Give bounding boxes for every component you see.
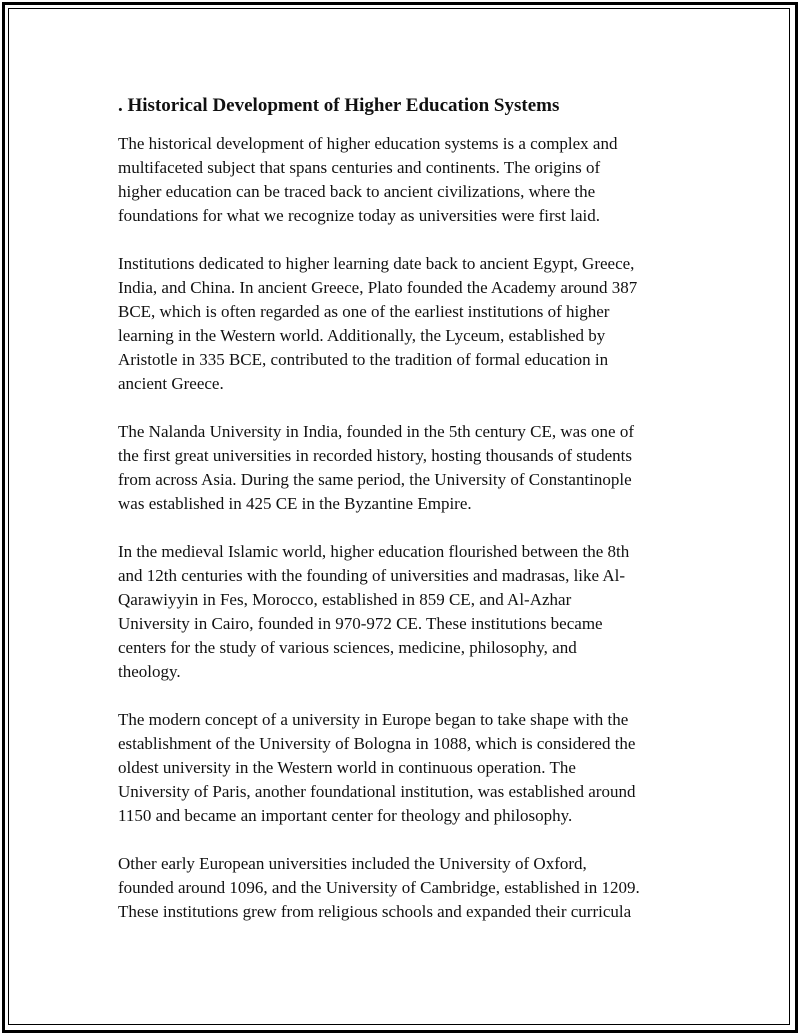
text-line: higher education can be traced back to ancient civilizations, where the [118, 182, 596, 201]
text-line: multifaceted subject that spans centuries and continents. The origins of [118, 158, 601, 177]
text-line: The Nalanda University in India, founded in the 5th century CE, was one of [118, 422, 635, 441]
text-line: The modern concept of a university in Europe began to take shape with the [118, 710, 629, 729]
text-line: oldest university in the Western world in continuous operation. The [118, 758, 576, 777]
section-heading: . Historical Development of Higher Education Systems [118, 95, 560, 116]
text-line: India, and China. In ancient Greece, Plato founded the Academy around 387 [118, 278, 638, 297]
text-line: Institutions dedicated to higher learning date back to ancient Egypt, Greece, [118, 254, 635, 273]
paragraph-origins [118, 132, 698, 228]
text-line: and 12th centuries with the founding of universities and madrasas, like Al- [118, 566, 626, 585]
text-line: founded around 1096, and the University of Cambridge, established in 1209. [118, 878, 640, 897]
text-line: centers for the study of various sciences, medicine, philosophy, and [118, 638, 577, 657]
text-line: ancient Greece. [118, 374, 224, 393]
paragraph-nalanda [118, 420, 698, 516]
text-line: Aristotle in 335 BCE, contributed to the tradition of formal education in [118, 350, 609, 369]
text-line: The historical development of higher education systems is a complex and [118, 134, 618, 153]
paragraph-ancient-institutions [118, 252, 698, 396]
text-line: Other early European universities included the University of Oxford, [118, 854, 587, 873]
paragraph-european-universities [118, 708, 698, 828]
text-line: theology. [118, 662, 181, 681]
text-line: In the medieval Islamic world, higher education flourished between the 8th [118, 542, 630, 561]
text-line: University in Cairo, founded in 970-972 CE. These institutions became [118, 614, 603, 633]
text-line: BCE, which is often regarded as one of the earliest institutions of higher [118, 302, 610, 321]
document-body [118, 94, 698, 948]
text-line: foundations for what we recognize today as universities were first laid. [118, 206, 600, 225]
text-line: University of Paris, another foundational institution, was established around [118, 782, 636, 801]
text-line: Qarawiyyin in Fes, Morocco, established in 859 CE, and Al-Azhar [118, 590, 572, 609]
paragraph-islamic-world [118, 540, 698, 684]
text-line: 1150 and became an important center for theology and philosophy. [118, 806, 573, 825]
text-line: from across Asia. During the same period, the University of Constantinople [118, 470, 632, 489]
text-line: the first great universities in recorded history, hosting thousands of students [118, 446, 633, 465]
text-line: was established in 425 CE in the Byzantine Empire. [118, 494, 472, 513]
text-line: learning in the Western world. Additionally, the Lyceum, established by [118, 326, 606, 345]
text-line: These institutions grew from religious schools and expanded their curricula [118, 902, 632, 921]
paragraph-oxford-cambridge [118, 852, 698, 924]
text-line: establishment of the University of Bologna in 1088, which is considered the [118, 734, 636, 753]
